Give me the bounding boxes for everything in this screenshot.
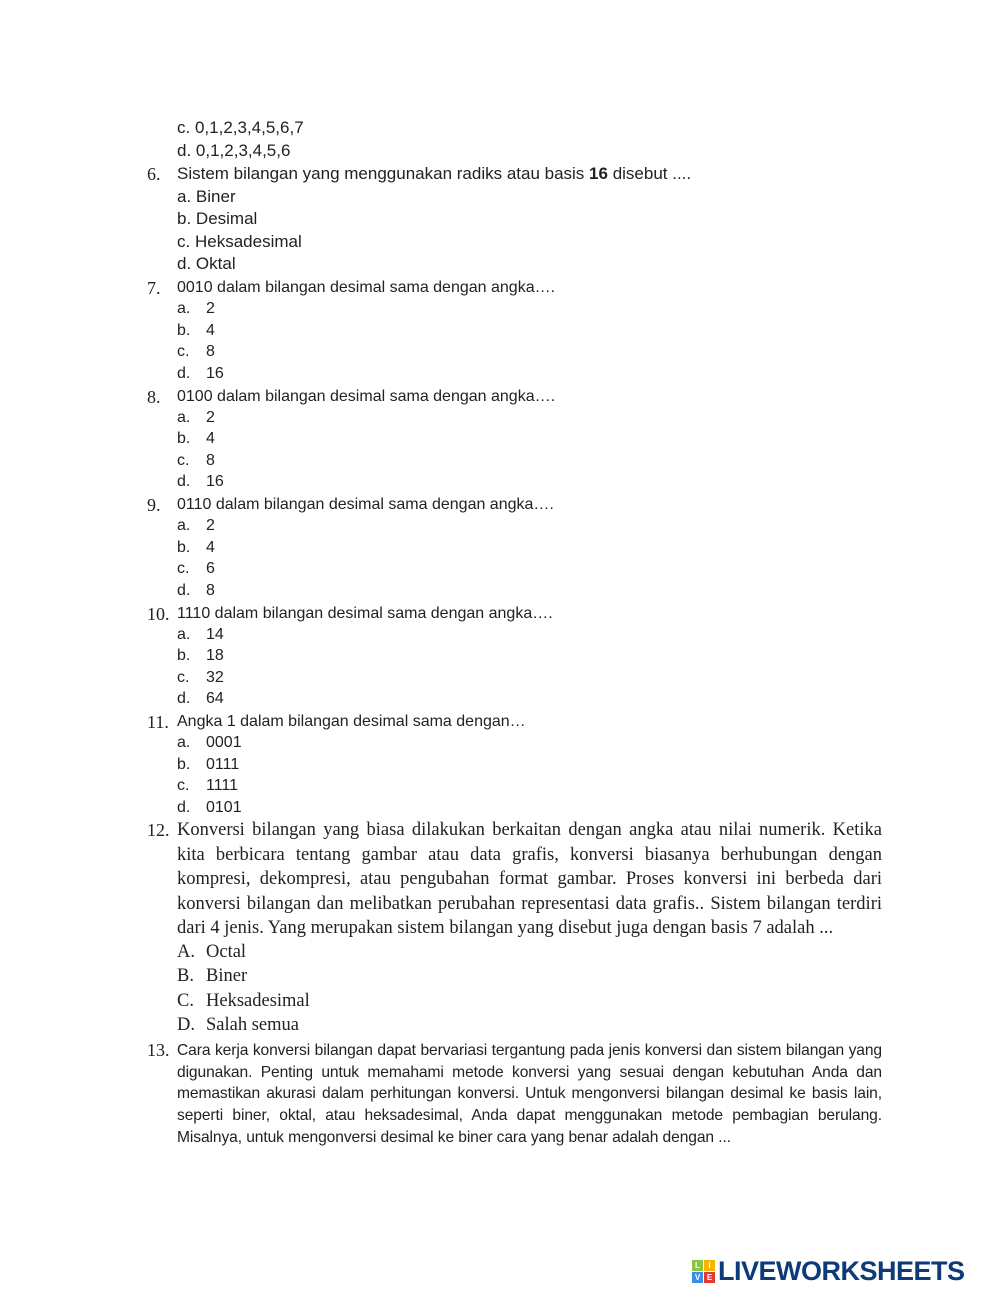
answer-option: a. 0001	[177, 734, 242, 751]
answer-option: d. 64	[177, 690, 224, 708]
answer-option: d. 0101	[177, 798, 242, 816]
q6-option-b: b. Desimal	[177, 209, 258, 228]
answer-option: A. Octal	[177, 942, 247, 962]
answer-option: d. 16	[177, 364, 224, 382]
answer-option: d. 16	[177, 473, 224, 491]
logo-block: L	[692, 1260, 703, 1271]
logo-block: E	[704, 1272, 715, 1283]
logo-blocks-icon	[692, 1260, 715, 1283]
answer-option: d. 8	[177, 581, 215, 599]
question-text: Sistem bilangan yang menggunakan radiks atau basis 16 disebut ....	[177, 164, 692, 183]
answer-option: c. 8	[177, 451, 215, 469]
answer-option: a. 2	[177, 408, 215, 426]
question-number: 8.	[147, 386, 161, 407]
answer-option: b. 4	[177, 430, 215, 448]
question-number: 9.	[147, 495, 161, 515]
answer-option: a. 14	[177, 625, 224, 643]
question-number: 7.	[147, 278, 161, 298]
question-text: Konversi bilangan yang biasa dilakukan berkaitan dengan angka atau nilai numerik. Ketika kita berbicara tentang gambar atau data grafis, konversi biasanya berhubungan dengan kompresi, dekompresi, atau pengubahan format gambar. Proses konversi ini berbeda dari konversi bilangan dan melibatkan perubahan representasi data grafis.. Sistem bilangan terdiri dari 4 jenis. Yang merupakan sistem bilangan yang disebut juga dengan basis 7 adalah ...	[177, 820, 882, 938]
liveworksheets-logo	[692, 1256, 965, 1287]
answer-option: B. Biner	[177, 966, 248, 987]
question-number: 11.	[147, 712, 169, 732]
question-text: 0010 dalam bilangan desimal sama dengan angka….	[177, 279, 556, 296]
question-number: 10.	[147, 603, 170, 624]
answer-option: a. 2	[177, 517, 215, 534]
question-number: 12.	[147, 820, 170, 840]
question-text: 1110 dalam bilangan desimal sama dengan angka….	[177, 604, 553, 622]
answer-option: C. Heksadesimal	[177, 990, 310, 1011]
q6-option-c: c. Heksadesimal	[177, 232, 302, 251]
q5-option-c: c. 0,1,2,3,4,5,6,7	[177, 118, 304, 137]
q6-option-a: a. Biner	[177, 187, 236, 206]
question-number: 13.	[147, 1040, 170, 1060]
question-number: 6.	[147, 164, 161, 184]
q5-option-d: d. 0,1,2,3,4,5,6	[177, 141, 291, 160]
question-text: Cara kerja konversi bilangan dapat bervariasi tergantung pada jenis konversi dan sistem bilangan yang digunakan. Penting untuk memahami metode konversi yang sesuai dengan kebutuhan Anda dan memastikan akurasi dalam perhitungan konversi. Untuk mengonversi bilangan desimal ke basis lain, seperti biner, oktal, atau heksadesimal, Anda dapat menggunakan metode pembagian berulang. Misalnya, untuk mengonversi desimal ke biner cara yang benar adalah dengan ...	[177, 1042, 882, 1146]
question-text: 0100 dalam bilangan desimal sama dengan angka….	[177, 387, 556, 405]
answer-option: b. 18	[177, 647, 224, 665]
question-text: 0110 dalam bilangan desimal sama dengan angka….	[177, 496, 554, 513]
answer-option: b. 0111	[177, 755, 240, 773]
answer-option: D. Salah semua	[177, 1015, 299, 1036]
answer-option: b. 4	[177, 321, 215, 339]
answer-option: c. 32	[177, 668, 224, 686]
question-text: Angka 1 dalam bilangan desimal sama dengan…	[177, 713, 526, 730]
answer-option: c. 8	[177, 343, 215, 361]
logo-block: I	[704, 1260, 715, 1271]
logo-text: LIVEWORKSHEETS	[718, 1256, 965, 1286]
q6-option-d: d. Oktal	[177, 254, 236, 273]
logo-block: V	[692, 1272, 703, 1283]
answer-option: c. 6	[177, 560, 215, 578]
answer-option: c. 1111	[177, 777, 239, 795]
answer-option: a. 2	[177, 300, 215, 317]
answer-option: b. 4	[177, 538, 215, 556]
